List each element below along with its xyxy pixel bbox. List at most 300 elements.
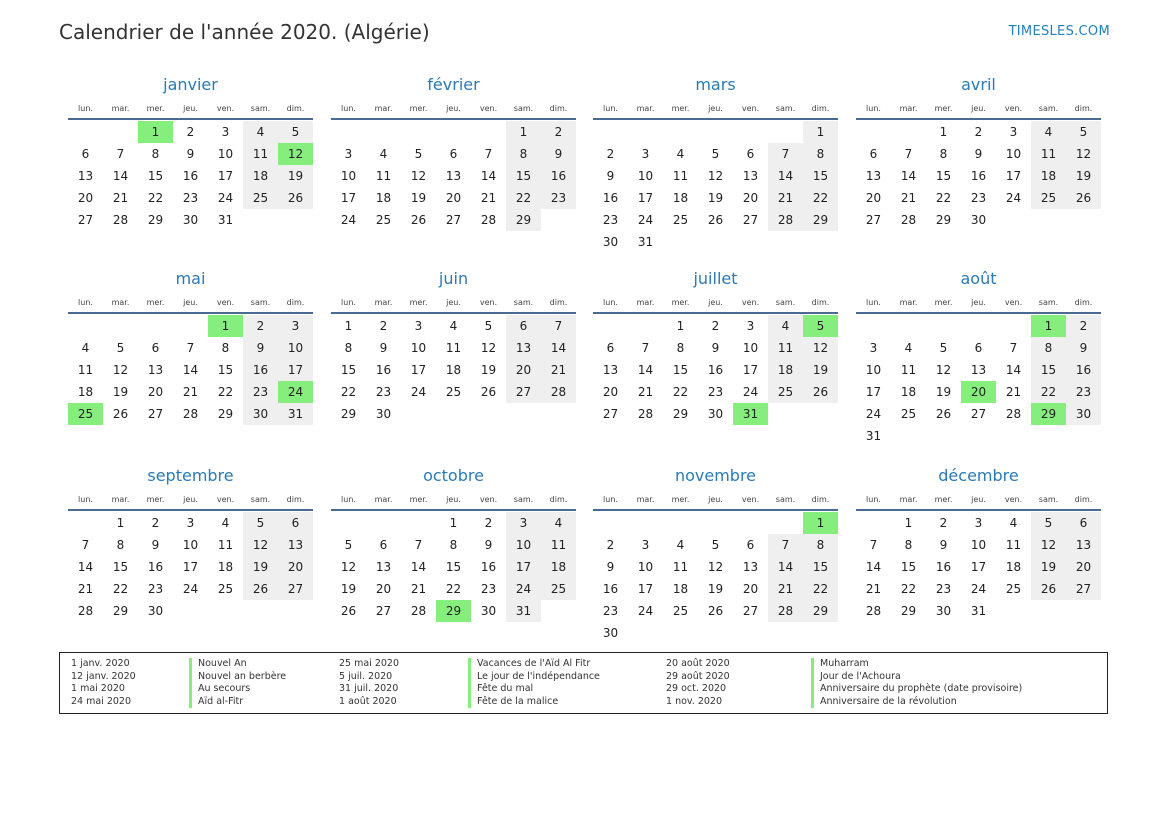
day-cell: 6 — [974, 341, 983, 355]
day-cell: 20 — [602, 385, 619, 399]
weekday-header — [68, 103, 313, 114]
day-cell: 28 — [182, 407, 199, 421]
day-cell: 11 — [77, 363, 94, 377]
month-block — [331, 465, 576, 644]
day-cell: 31 — [637, 235, 654, 249]
weekday-header — [331, 494, 576, 505]
day-cell: 5 — [939, 341, 948, 355]
day-cell: 19 — [707, 191, 724, 205]
day-cell: 4 — [81, 341, 90, 355]
day-cell: 23 — [480, 582, 497, 596]
day-cell: 5 — [414, 147, 423, 161]
day-cell: 8 — [1031, 337, 1066, 359]
day-cell: 26 — [480, 385, 497, 399]
day-cell: 25 — [375, 213, 392, 227]
weekday-label: jeu. — [446, 298, 461, 307]
day-cell: 19 — [1066, 165, 1101, 187]
day-cell: 13 — [77, 169, 94, 183]
day-cell: 11 — [672, 560, 689, 574]
weekday-label: dim. — [286, 104, 305, 113]
day-cell: 9 — [151, 538, 160, 552]
day-cell: 28 — [768, 209, 803, 231]
weekday-label: ven. — [741, 104, 760, 113]
day-cell: 26 — [340, 604, 357, 618]
weekday-label: lun. — [866, 298, 881, 307]
weekday-label: mer. — [934, 104, 953, 113]
month-name: février — [427, 75, 480, 94]
day-cell: 16 — [970, 169, 987, 183]
day-cell: 15 — [340, 363, 357, 377]
weekday-label: lun. — [603, 104, 618, 113]
day-cell: 4 — [221, 516, 230, 530]
day-cell: 31 — [970, 604, 987, 618]
day-cell: 17 — [637, 582, 654, 596]
month-block — [856, 268, 1101, 447]
day-cell: 29 — [935, 213, 952, 227]
weekday-label: sam. — [513, 495, 534, 504]
day-cell: 31 — [865, 429, 882, 443]
day-cell: 28 — [637, 407, 654, 421]
day-cell: 8 — [803, 534, 838, 556]
day-cell: 25 — [900, 407, 917, 421]
month-rule — [331, 118, 576, 120]
day-cell: 15 — [147, 169, 164, 183]
day-cell: 6 — [81, 147, 90, 161]
day-cell: 10 — [340, 169, 357, 183]
day-cell: 26 — [410, 213, 427, 227]
day-cell: 19 — [707, 582, 724, 596]
day-cell: 3 — [506, 512, 541, 534]
day-cell: 4 — [676, 538, 685, 552]
day-cell: 3 — [278, 315, 313, 337]
day-cell: 24 — [1005, 191, 1022, 205]
day-cell: 7 — [904, 147, 913, 161]
day-cell: 21 — [768, 187, 803, 209]
weekday-label: mar. — [111, 298, 130, 307]
day-cell: 15 — [672, 363, 689, 377]
day-cell: 18 — [672, 582, 689, 596]
day-cell: 10 — [410, 341, 427, 355]
weekday-label: sam. — [250, 104, 271, 113]
day-cell: 15 — [900, 560, 917, 574]
day-cell: 5 — [711, 147, 720, 161]
day-cell: 6 — [1066, 512, 1101, 534]
day-cell: 4 — [676, 147, 685, 161]
weekday-header — [68, 494, 313, 505]
day-cell: 22 — [900, 582, 917, 596]
day-cell: 7 — [414, 538, 423, 552]
month-rule — [68, 312, 313, 314]
weekday-label: mer. — [146, 495, 165, 504]
day-cell: 4 — [541, 512, 576, 534]
day-cell: 16 — [182, 169, 199, 183]
day-cell: 8 — [221, 341, 230, 355]
weekday-label: dim. — [549, 495, 568, 504]
day-cell: 20 — [742, 582, 759, 596]
day-cell: 14 — [900, 169, 917, 183]
day-cell: 3 — [746, 319, 755, 333]
month-block — [593, 268, 838, 447]
day-cell: 17 — [970, 560, 987, 574]
day-cell: 16 — [147, 560, 164, 574]
month-block — [593, 74, 838, 253]
day-cell: 4 — [904, 341, 913, 355]
weekday-label: jeu. — [183, 495, 198, 504]
day-cell: 19 — [803, 359, 838, 381]
holiday-day-cell: 12 — [278, 143, 313, 165]
day-cell: 30 — [1066, 403, 1101, 425]
day-cell: 7 — [541, 315, 576, 337]
day-cell: 22 — [147, 191, 164, 205]
day-cell: 10 — [182, 538, 199, 552]
weekday-header — [331, 297, 576, 308]
legend-row — [339, 683, 534, 696]
day-cell: 13 — [1066, 534, 1101, 556]
weekday-header — [331, 103, 576, 114]
month-name: mars — [695, 75, 736, 94]
weekday-label: sam. — [1038, 298, 1059, 307]
weekday-header — [593, 297, 838, 308]
day-cell: 23 — [970, 191, 987, 205]
day-cell: 8 — [904, 538, 913, 552]
weekday-label: ven. — [1004, 495, 1023, 504]
day-cell: 9 — [1066, 337, 1101, 359]
day-cell: 26 — [243, 578, 278, 600]
month-name: avril — [961, 75, 996, 94]
day-cell: 29 — [340, 407, 357, 421]
day-cell: 26 — [707, 604, 724, 618]
day-cell: 18 — [672, 191, 689, 205]
day-cell: 2 — [711, 319, 720, 333]
legend-holiday-name: Anniversaire de la révolution — [811, 696, 957, 709]
day-cell: 7 — [768, 143, 803, 165]
day-cell: 23 — [541, 187, 576, 209]
day-cell: 14 — [480, 169, 497, 183]
day-cell: 13 — [970, 363, 987, 377]
weekday-label: dim. — [549, 104, 568, 113]
day-cell: 14 — [1005, 363, 1022, 377]
day-cell: 25 — [672, 213, 689, 227]
day-cell: 16 — [602, 191, 619, 205]
day-cell: 27 — [970, 407, 987, 421]
day-cell: 2 — [939, 516, 948, 530]
day-cell: 19 — [410, 191, 427, 205]
day-cell: 27 — [865, 213, 882, 227]
day-cell: 23 — [147, 582, 164, 596]
day-cell: 10 — [278, 337, 313, 359]
day-cell: 31 — [217, 213, 234, 227]
day-grid — [68, 512, 313, 644]
day-cell: 14 — [112, 169, 129, 183]
day-cell: 11 — [217, 538, 234, 552]
day-grid — [331, 315, 576, 447]
holiday-day-cell: 29 — [436, 600, 471, 622]
weekday-label: lun. — [603, 495, 618, 504]
month-block — [68, 465, 313, 644]
day-cell: 17 — [1005, 169, 1022, 183]
day-cell: 19 — [278, 165, 313, 187]
legend-date: 1 janv. 2020 — [71, 658, 130, 669]
legend-row — [339, 670, 600, 684]
day-cell: 28 — [900, 213, 917, 227]
day-cell: 16 — [375, 363, 392, 377]
weekday-label: dim. — [1074, 495, 1093, 504]
day-cell: 20 — [278, 556, 313, 578]
weekday-label: ven. — [741, 495, 760, 504]
month-rule — [593, 312, 838, 314]
day-cell: 13 — [445, 169, 462, 183]
weekday-label: mer. — [146, 298, 165, 307]
day-cell: 3 — [641, 147, 650, 161]
weekday-header — [856, 103, 1101, 114]
day-cell: 15 — [803, 165, 838, 187]
day-cell: 1 — [939, 125, 948, 139]
day-cell: 27 — [506, 381, 541, 403]
day-cell: 2 — [243, 315, 278, 337]
day-cell: 29 — [147, 213, 164, 227]
legend-holiday-name: Jour de l'Achoura — [811, 671, 901, 684]
weekday-label: sam. — [513, 104, 534, 113]
legend-row — [71, 670, 287, 684]
day-cell: 9 — [606, 560, 615, 574]
day-cell: 20 — [506, 359, 541, 381]
month-rule — [331, 312, 576, 314]
day-cell: 13 — [865, 169, 882, 183]
day-cell: 8 — [676, 341, 685, 355]
day-cell: 11 — [375, 169, 392, 183]
day-cell: 11 — [243, 143, 278, 165]
day-cell: 28 — [1005, 407, 1022, 421]
day-cell: 24 — [506, 578, 541, 600]
day-cell: 1 — [344, 319, 353, 333]
day-cell: 26 — [112, 407, 129, 421]
weekday-label: lun. — [603, 298, 618, 307]
day-cell: 18 — [1005, 560, 1022, 574]
day-cell: 19 — [112, 385, 129, 399]
weekday-label: mar. — [899, 298, 918, 307]
day-cell: 27 — [1066, 578, 1101, 600]
weekday-label: sam. — [775, 298, 796, 307]
day-cell: 16 — [541, 165, 576, 187]
day-cell: 13 — [506, 337, 541, 359]
weekday-label: ven. — [479, 298, 498, 307]
weekday-label: jeu. — [708, 495, 723, 504]
month-rule — [593, 509, 838, 511]
day-cell: 18 — [768, 359, 803, 381]
day-cell: 4 — [379, 147, 388, 161]
day-cell: 20 — [1066, 556, 1101, 578]
day-cell: 15 — [1031, 359, 1066, 381]
day-cell: 5 — [711, 538, 720, 552]
day-cell: 25 — [672, 604, 689, 618]
month-block — [856, 465, 1101, 644]
month-name: décembre — [938, 466, 1019, 485]
day-cell: 19 — [935, 385, 952, 399]
day-cell: 7 — [116, 147, 125, 161]
month-rule — [331, 509, 576, 511]
weekday-label: mar. — [899, 495, 918, 504]
weekday-label: jeu. — [183, 298, 198, 307]
weekday-label: mer. — [934, 298, 953, 307]
legend-holiday-name: Muharram — [811, 658, 869, 671]
day-cell: 30 — [182, 213, 199, 227]
day-cell: 9 — [606, 169, 615, 183]
month-rule — [856, 118, 1101, 120]
legend-row — [666, 683, 1023, 696]
weekday-label: mar. — [374, 495, 393, 504]
day-cell: 17 — [217, 169, 234, 183]
month-block — [331, 74, 576, 253]
day-cell: 10 — [970, 538, 987, 552]
day-cell: 4 — [1009, 516, 1018, 530]
day-cell: 28 — [865, 604, 882, 618]
day-cell: 1 — [116, 516, 125, 530]
day-cell: 2 — [484, 516, 493, 530]
month-rule — [68, 509, 313, 511]
month-name: juillet — [693, 269, 738, 288]
day-cell: 1 — [449, 516, 458, 530]
day-cell: 24 — [340, 213, 357, 227]
legend-holiday-name: Fête de la malice — [468, 696, 558, 709]
day-cell: 23 — [1066, 381, 1101, 403]
day-cell: 11 — [445, 341, 462, 355]
day-cell: 22 — [445, 582, 462, 596]
day-cell: 27 — [742, 213, 759, 227]
day-cell: 27 — [445, 213, 462, 227]
day-cell: 18 — [1031, 165, 1066, 187]
legend-date: 5 juil. 2020 — [339, 670, 393, 682]
weekday-label: sam. — [775, 104, 796, 113]
day-cell: 11 — [768, 337, 803, 359]
day-cell: 26 — [278, 187, 313, 209]
day-grid — [593, 315, 838, 447]
legend-holiday-name: Le jour de l'indépendance — [468, 671, 600, 684]
day-cell: 1 — [904, 516, 913, 530]
weekday-label: mer. — [409, 104, 428, 113]
day-cell: 9 — [484, 538, 493, 552]
day-cell: 21 — [865, 582, 882, 596]
day-cell: 23 — [375, 385, 392, 399]
day-cell: 13 — [602, 363, 619, 377]
day-cell: 6 — [449, 147, 458, 161]
weekday-label: mer. — [671, 298, 690, 307]
weekday-label: mar. — [636, 298, 655, 307]
day-cell: 2 — [541, 121, 576, 143]
day-cell: 21 — [900, 191, 917, 205]
day-cell: 5 — [1031, 512, 1066, 534]
site-link[interactable]: TIMESLES.COM — [1008, 24, 1110, 39]
legend-date: 1 nov. 2020 — [666, 695, 722, 707]
day-cell: 31 — [506, 600, 541, 622]
weekday-label: ven. — [479, 104, 498, 113]
day-cell: 11 — [1005, 538, 1022, 552]
day-cell: 2 — [379, 319, 388, 333]
day-cell: 13 — [278, 534, 313, 556]
day-cell: 4 — [243, 121, 278, 143]
day-cell: 29 — [803, 600, 838, 622]
legend-date: 1 mai 2020 — [71, 683, 125, 695]
day-cell: 12 — [480, 341, 497, 355]
weekday-label: lun. — [78, 104, 93, 113]
day-grid — [68, 315, 313, 447]
day-cell: 14 — [768, 556, 803, 578]
holiday-day-cell: 1 — [208, 315, 243, 337]
weekday-label: dim. — [811, 104, 830, 113]
day-cell: 21 — [1005, 385, 1022, 399]
weekday-label: jeu. — [446, 104, 461, 113]
day-cell: 28 — [768, 600, 803, 622]
day-cell: 22 — [672, 385, 689, 399]
weekday-label: sam. — [513, 298, 534, 307]
day-grid — [856, 315, 1101, 447]
day-cell: 23 — [935, 582, 952, 596]
day-cell: 14 — [182, 363, 199, 377]
day-cell: 11 — [541, 534, 576, 556]
day-cell: 6 — [746, 147, 755, 161]
day-cell: 16 — [935, 560, 952, 574]
day-cell: 15 — [935, 169, 952, 183]
day-cell: 24 — [742, 385, 759, 399]
day-cell: 2 — [974, 125, 983, 139]
legend-holiday-name: Fête du mal — [468, 683, 533, 696]
day-cell: 14 — [768, 165, 803, 187]
weekday-label: sam. — [250, 495, 271, 504]
legend-holiday-name: Aïd al-Fitr — [189, 696, 243, 709]
day-cell: 22 — [1031, 381, 1066, 403]
day-cell: 21 — [480, 191, 497, 205]
day-cell: 15 — [445, 560, 462, 574]
holiday-day-cell: 5 — [803, 315, 838, 337]
weekday-header — [856, 297, 1101, 308]
legend-row — [71, 658, 247, 671]
day-cell: 29 — [217, 407, 234, 421]
day-cell: 21 — [182, 385, 199, 399]
weekday-label: sam. — [250, 298, 271, 307]
weekday-label: lun. — [866, 104, 881, 113]
day-cell: 9 — [379, 341, 388, 355]
holiday-day-cell: 1 — [803, 512, 838, 534]
day-cell: 21 — [112, 191, 129, 205]
legend-row — [666, 695, 957, 709]
holiday-day-cell: 1 — [138, 121, 173, 143]
legend-column — [71, 658, 287, 708]
day-cell: 18 — [217, 560, 234, 574]
day-cell: 27 — [278, 578, 313, 600]
weekday-header — [593, 103, 838, 114]
day-cell: 30 — [602, 626, 619, 640]
weekday-label: mer. — [409, 298, 428, 307]
day-cell: 16 — [1066, 359, 1101, 381]
day-cell: 11 — [672, 169, 689, 183]
weekday-label: lun. — [341, 104, 356, 113]
day-cell: 16 — [707, 363, 724, 377]
day-cell: 7 — [641, 341, 650, 355]
weekday-label: dim. — [811, 495, 830, 504]
day-cell: 12 — [1031, 534, 1066, 556]
day-cell: 29 — [803, 209, 838, 231]
legend-date: 31 juil. 2020 — [339, 683, 399, 695]
legend-holiday-name: Nouvel an berbère — [189, 671, 286, 684]
day-cell: 10 — [506, 534, 541, 556]
day-cell: 14 — [77, 560, 94, 574]
day-cell: 25 — [541, 578, 576, 600]
day-cell: 18 — [243, 165, 278, 187]
day-cell: 21 — [768, 578, 803, 600]
day-cell: 28 — [410, 604, 427, 618]
weekday-label: ven. — [216, 104, 235, 113]
day-cell: 21 — [637, 385, 654, 399]
month-block — [593, 465, 838, 644]
